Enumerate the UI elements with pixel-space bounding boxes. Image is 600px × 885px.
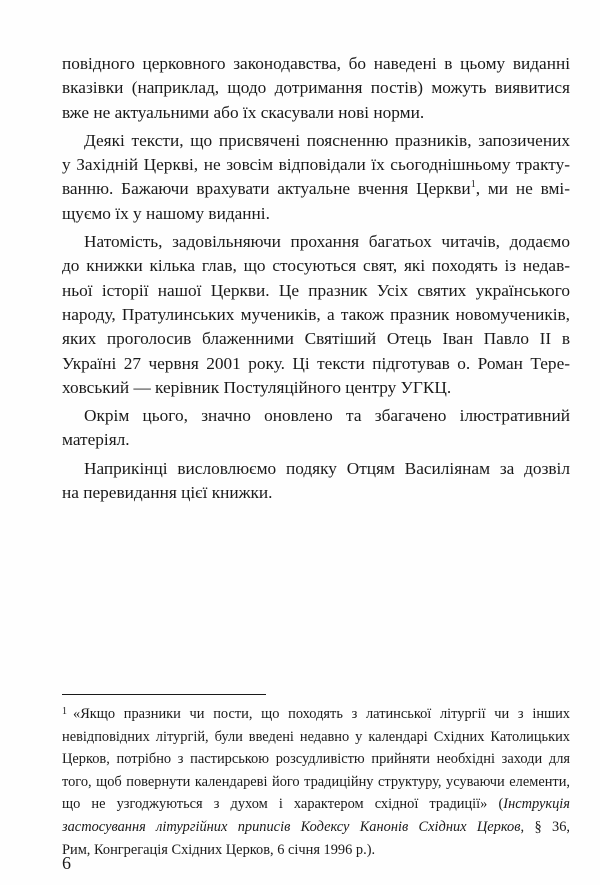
text-line: яких проголосив блаженними Святіший Отець Іван Павло ІІ в	[62, 329, 570, 349]
footnote-line: того, щоб повернути календареві його традиційну структуру, усуваючи елементи,	[62, 773, 570, 790]
footnote-line	[62, 816, 570, 839]
text-line: у Західній Церкві, не зовсім відповідали їх сьогоднішньому тракту-	[62, 155, 570, 175]
text-line: вже не актуальними або їх скасували нові норми.	[62, 102, 425, 122]
text-line: вказівки (наприклад, щодо дотримання постів) можуть виявитися	[62, 78, 570, 98]
text-line: щуємо їх у нашому виданні.	[62, 203, 270, 223]
text-line: ньої історії нашої Церкви. Це празник Усіх святих українського	[62, 280, 570, 300]
text-line: на перевидання цієї книжки.	[62, 483, 273, 503]
footnote-line: Церков, потрібно з пастирською розсудливістю прийняти необхідні заходи для	[62, 751, 570, 768]
text-fragment: що не узгоджуються з духом і характером східної традиції» (	[62, 796, 504, 813]
paragraph-2	[62, 129, 570, 226]
paragraph-4	[62, 404, 570, 453]
text-line: Україні 27 червня 2001 року. Ці тексти підготував о. Роман Тере-	[62, 353, 570, 373]
text-line: Наприкінці висловлюємо подяку Отцям Василіянам за дозвіл	[84, 458, 570, 478]
text-line: матеріял.	[62, 430, 130, 450]
footnote-line	[62, 701, 570, 726]
text-line: Окрім цього, значно оновлено та збагачено ілюстративний	[84, 406, 570, 426]
text-line: ховський — керівник Постуляційного центру УГКЦ.	[62, 377, 452, 397]
text-line: повідного церковного законодавства, бо наведені в цьому виданні	[62, 54, 570, 73]
paragraph-3	[62, 230, 570, 400]
main-text	[62, 52, 570, 509]
paragraph-5	[62, 457, 570, 506]
footnote	[62, 701, 570, 861]
text-fragment: «Якщо празники чи пости, що походять з латинської літургії чи з інших	[73, 706, 570, 722]
footnote-reference[interactable]: 1	[470, 179, 476, 191]
text-line	[62, 177, 570, 201]
paragraph-1	[62, 52, 570, 125]
text-fragment: , ми не вмі-	[475, 179, 570, 199]
text-fragment: ванню. Бажаючи врахувати актуальне вчення Церкви	[62, 179, 471, 199]
text-fragment: , § 36,	[520, 818, 571, 835]
page-number: 6	[62, 853, 71, 873]
citation-title: застосування літургійних приписів Кодексу Канонів Східних Церков	[62, 818, 521, 835]
text-line: народу, Пратулинських мучеників, а також празник новомучеників,	[62, 304, 570, 324]
text-line: Деякі тексти, що присвячені поясненню празників, запозичених	[84, 130, 570, 150]
text-line: до книжки кілька глав, що стосуються свят, які походять із недав-	[62, 256, 570, 276]
text-line: Натомість, задовільняючи прохання багатьох читачів, додаємо	[84, 232, 570, 252]
footnote-separator	[62, 694, 266, 695]
footnote-mark: 1	[62, 706, 67, 717]
citation-title: Інструкція	[503, 796, 570, 813]
footnote-line: невідповідних літургій, були введені недавно у календарі Східних Католицьких	[62, 728, 570, 745]
footnote-line: Рим, Конгрегація Східних Церков, 6 січня 1996 р.).	[62, 841, 376, 858]
footnote-line	[62, 793, 570, 816]
